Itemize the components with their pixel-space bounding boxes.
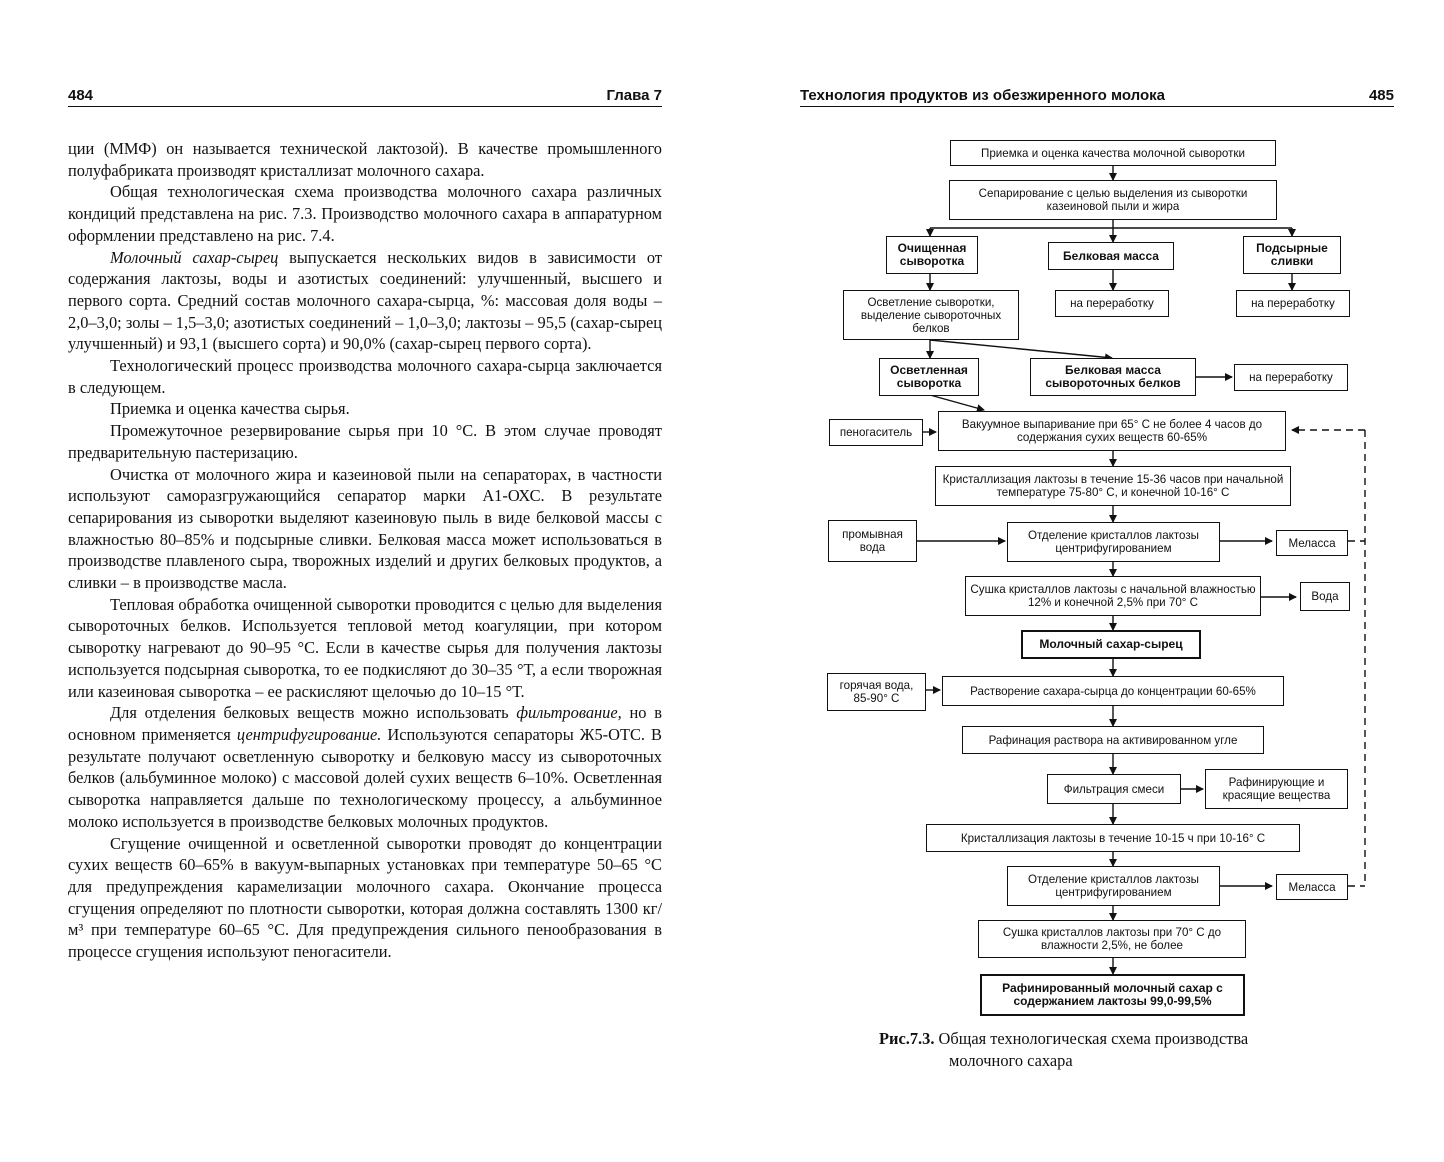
product-whey-cream: Подсырные сливки	[1243, 236, 1341, 274]
output-processing-3: на переработку	[1234, 364, 1348, 391]
step-vacuum-evaporation: Вакуумное выпаривание при 65° С не более 4 часов до содержания сухих веществ 60-65%	[938, 411, 1286, 451]
page-number-right: 485	[1368, 87, 1394, 104]
step-clarification: Осветление сыворотки, выделение сывороточных белков	[843, 290, 1019, 340]
step-centrifugation-2: Отделение кристаллов лактозы центрифугированием	[1007, 866, 1220, 906]
output-molasses-1: Меласса	[1276, 530, 1348, 556]
italic-term: центрифугирование.	[236, 724, 382, 744]
product-protein-mass: Белковая масса	[1048, 242, 1174, 270]
italic-term: Молочный сахар-сырец	[110, 247, 279, 267]
figure-caption	[879, 1028, 1349, 1072]
product-refined-milk-sugar: Рафинированный молочный сахар с содержанием лактозы 99,0-99,5%	[980, 974, 1245, 1016]
paragraph-6: Промежуточное резервирование сырья при 10 °С. В этом случае проводят предварительную пастеризацию.	[68, 421, 662, 462]
product-purified-whey: Очищенная сыворотка	[886, 236, 978, 274]
output-water: Вода	[1300, 582, 1350, 611]
chapter-title: Глава 7	[606, 87, 662, 104]
paragraph-2: Общая технологическая схема производства молочного сахара различных кондиций представлена на рис. 7.3. Производство молочного сахара в аппаратурном оформлении представлено на рис. 7.4.	[68, 182, 662, 245]
step-separation: Сепарирование с целью выделения из сыворотки казеиновой пыли и жира	[949, 180, 1277, 220]
output-processing-1: на переработку	[1055, 290, 1169, 317]
paragraph-10: Сгущение очищенной и осветленной сыворотки проводят до концентрации сухих веществ 60–65% в вакуум-выпарных установках при температуре 50–65 °С для предупреждения карамелизации молочного сахара. Окончание процесса сгущения определяют по плотности сыворотки, которая должна составлять 1300 кг/м³ при температуре 60–65 °С. Для предупреждения сильного пенообразования в процессе сгущения используют пеногасители.	[68, 833, 662, 962]
caption-line-1: Общая технологическая схема производства	[934, 1029, 1249, 1048]
paragraph-3-text: выпускается нескольких видов в зависимости от содержания лактозы, воды и азотистых соединений: улучшенный, высшего и первого сорта. Средний состав молочного сахара-сырца, %: массовая доля воды – 2,0–3,0; золы – 1,5–3,0; азотистых соединений – 1,0–3,0; лактозы – 95,5 (сахар-сырец улучшенный) и 93,1 (высшего сорта) и 90,0% (сахар-сырец первого сорта).	[68, 247, 662, 354]
paragraph-4: Технологический процесс производства молочного сахара-сырца заключается в следующем.	[68, 356, 662, 397]
paragraph-9	[68, 702, 662, 832]
paragraph-3	[68, 247, 662, 356]
figure-label: Рис.7.3.	[879, 1029, 935, 1048]
page-number-left: 484	[68, 87, 94, 104]
paragraph-8: Тепловая обработка очищенной сыворотки проводится с целью для выделения сывороточных белков. Используется тепловой метод коагуляции, при котором сыворотку нагревают до 90–95 °С. Если в качестве сырья для получения лактозы используется подсырная сыворотка, то ее подкисляют до 30–35 °Т, а если творожная или казеиновая сыворотка – ее раскисляют щелочью до 10–15 °Т.	[68, 594, 662, 701]
paragraph-7: Очистка от молочного жира и казеиновой пыли на сепараторах, в частности используют саморазгружающийся сепаратор марки А1-ОХС. В результате сепарирования из сыворотки выделяют казеиновую пыль в виде белковой массы с влажностью 80–85% и подсырные сливки. Белковая масса может использоваться в производстве плавленого сыра, творожных изделий и других белковых продуктов, а сливки – в производстве масла.	[68, 464, 662, 593]
step-crystallization-2: Кристаллизация лактозы в течение 10-15 ч при 10-16° С	[926, 824, 1300, 852]
output-processing-2: на переработку	[1236, 290, 1350, 317]
input-defoamer: пеногаситель	[829, 419, 923, 446]
flowchart	[722, 0, 1444, 1162]
input-wash-water: промывная вода	[828, 520, 917, 562]
italic-term: фильтрование,	[516, 703, 622, 723]
paragraph-9-lead: Для отделения белковых веществ можно использовать	[110, 703, 509, 723]
paragraph-5: Приемка и оценка качества сырья.	[110, 399, 350, 419]
right-page	[722, 0, 1444, 1162]
caption-line-2: молочного сахара	[949, 1051, 1073, 1070]
running-head-left	[68, 86, 662, 107]
step-receiving: Приемка и оценка качества молочной сыворотки	[950, 140, 1276, 166]
step-centrifugation-1: Отделение кристаллов лактозы центрифугированием	[1007, 522, 1220, 562]
step-carbon-refining: Рафинация раствора на активированном угле	[962, 726, 1264, 754]
section-title: Технология продуктов из обезжиренного молока	[800, 87, 1166, 104]
output-refining-agents: Рафинирующие и красящие вещества	[1205, 769, 1348, 809]
output-molasses-2: Меласса	[1276, 874, 1348, 900]
product-clarified-whey: Осветленная сыворотка	[879, 358, 979, 396]
paragraph-9-tail: Используются сепараторы Ж5-ОТС. В результате получают осветленную сыворотку и белковую массу из сывороточных белков (альбуминное молоко) с массовой долей сухих веществ 6–10%. Осветленная сыворотка направляется дальше по технологическому процессу, а альбуминное молоко используется в производстве белковых молочных продуктов.	[68, 724, 662, 831]
step-filtration: Фильтрация смеси	[1047, 774, 1181, 804]
product-whey-protein-mass: Белковая масса сывороточных белков	[1030, 358, 1196, 396]
product-raw-milk-sugar: Молочный сахар-сырец	[1021, 630, 1201, 659]
paragraph-9-mid: но в основном применяется	[68, 703, 662, 744]
step-drying-1: Сушка кристаллов лактозы с начальной влажностью 12% и конечной 2,5% при 70° С	[965, 576, 1261, 616]
step-crystallization-1: Кристаллизация лактозы в течение 15-36 часов при начальной температуре 75-80° С, и конечной 10-16° С	[935, 466, 1291, 506]
input-hot-water: горячая вода, 85-90° С	[827, 673, 926, 711]
body-text-left	[68, 138, 662, 963]
step-dissolving: Растворение сахара-сырца до концентрации 60-65%	[942, 676, 1284, 706]
step-drying-2: Сушка кристаллов лактозы при 70° С до влажности 2,5%, не более	[978, 920, 1246, 958]
paragraph-1: ции (ММФ) он называется технической лактозой). В качестве промышленного полуфабриката производят кристаллизат молочного сахара.	[68, 139, 662, 180]
